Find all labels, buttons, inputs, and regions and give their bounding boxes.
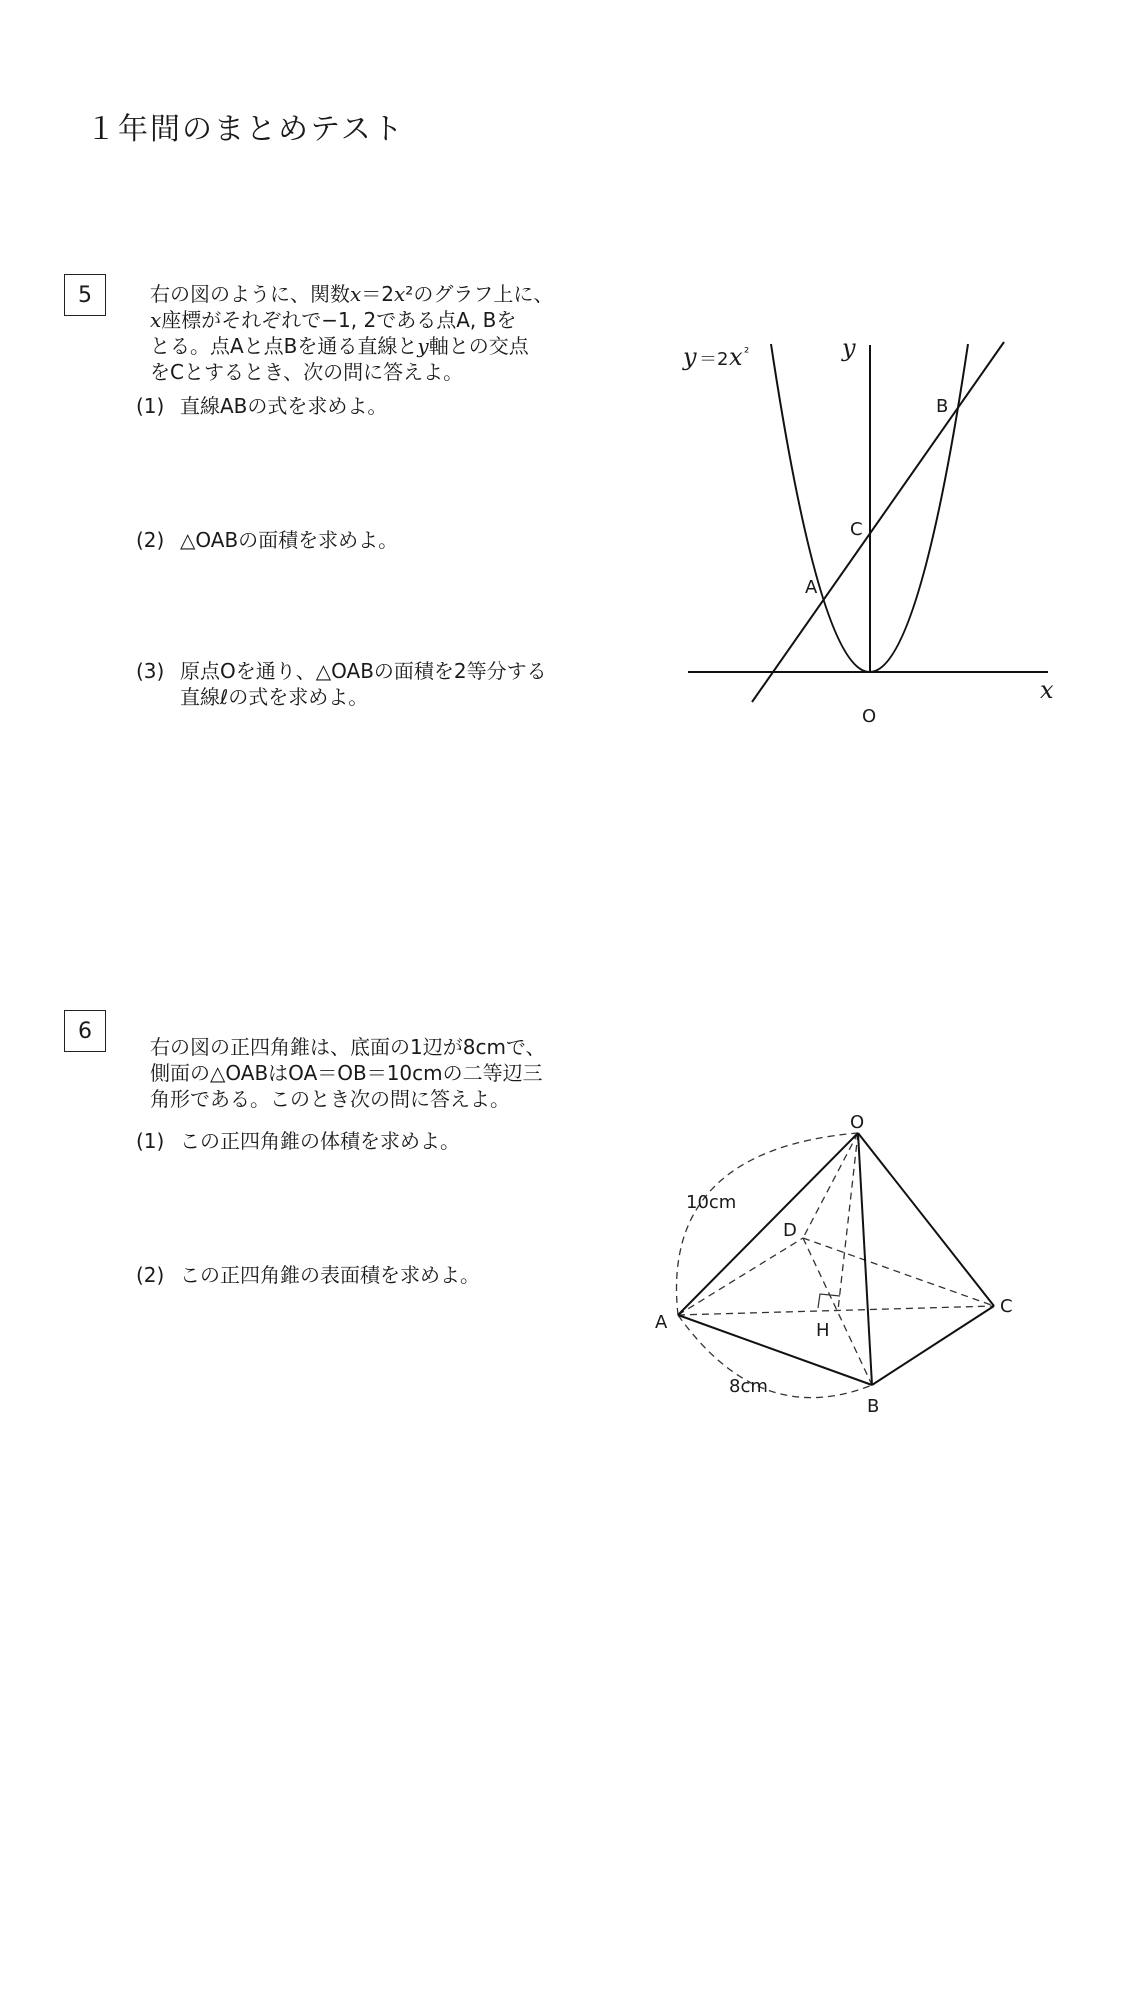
graph-equation-var: x (729, 343, 743, 371)
question-5-item-1: (1) 直線ABの式を求めよ。 (136, 394, 388, 418)
vertex-d-label: D (783, 1220, 797, 1241)
point-a-label: A (805, 577, 818, 598)
question-5-item-3: (3) 原点Oを通り、△OABの面積を2等分する 直線ℓの式を求めよ。 (136, 659, 547, 709)
graph-equation-lhs: y (683, 343, 697, 371)
visible-edges (678, 1133, 994, 1385)
page-title: １年間のまとめテスト (86, 112, 405, 147)
vertex-c-label: C (1000, 1296, 1013, 1317)
question-6-number: 6 (78, 1018, 92, 1044)
origin-label: O (862, 706, 877, 727)
graph-equation-sup: ² (744, 346, 750, 361)
right-angle-mark (818, 1294, 840, 1308)
question-5-item-2: (2) △OABの面積を求めよ。 (136, 528, 399, 552)
question-5-intro-line-3: とる。点Aと点Bを通る直線とy軸との交点 (150, 334, 529, 358)
question-6-item-1: (1) この正四角錐の体積を求めよ。 (136, 1129, 460, 1153)
vertex-a-label: A (655, 1312, 668, 1333)
question-5-number: 5 (78, 282, 92, 308)
axis-y-label: y (842, 334, 856, 362)
base-8cm-label: 8cm (729, 1376, 768, 1397)
arc-8cm (678, 1315, 872, 1398)
axis-x-label: x (1040, 676, 1054, 704)
question-5-intro-line-4: をCとするとき、次の問に答えよ。 (150, 360, 464, 384)
vertex-b-label: B (867, 1396, 880, 1417)
question-6-item-2: (2) この正四角錐の表面積を求めよ。 (136, 1263, 480, 1287)
graph-equation-mid: ＝2 (699, 349, 729, 370)
foot-h-label: H (816, 1320, 830, 1341)
edge-10cm-label: 10cm (686, 1192, 737, 1213)
question-5-intro-line-2: x座標がそれぞれで−1, 2である点A, Bを (150, 308, 517, 332)
hidden-edges (678, 1133, 994, 1385)
vertex-o-label: O (850, 1112, 865, 1133)
point-c-label: C (850, 519, 863, 540)
point-b-label: B (936, 396, 949, 417)
question-6-intro-line-3: 角形である。このとき次の問に答えよ。 (150, 1087, 510, 1111)
question-6-intro-line-2: 側面の△OABはOA＝OB＝10cmの二等辺三 (150, 1061, 543, 1085)
question-5-intro-line-1: 右の図のように、関数x＝2x²のグラフ上に、 (150, 282, 554, 306)
question-6-intro-line-1: 右の図の正四角錐は、底面の1辺が8cmで、 (150, 1035, 546, 1059)
